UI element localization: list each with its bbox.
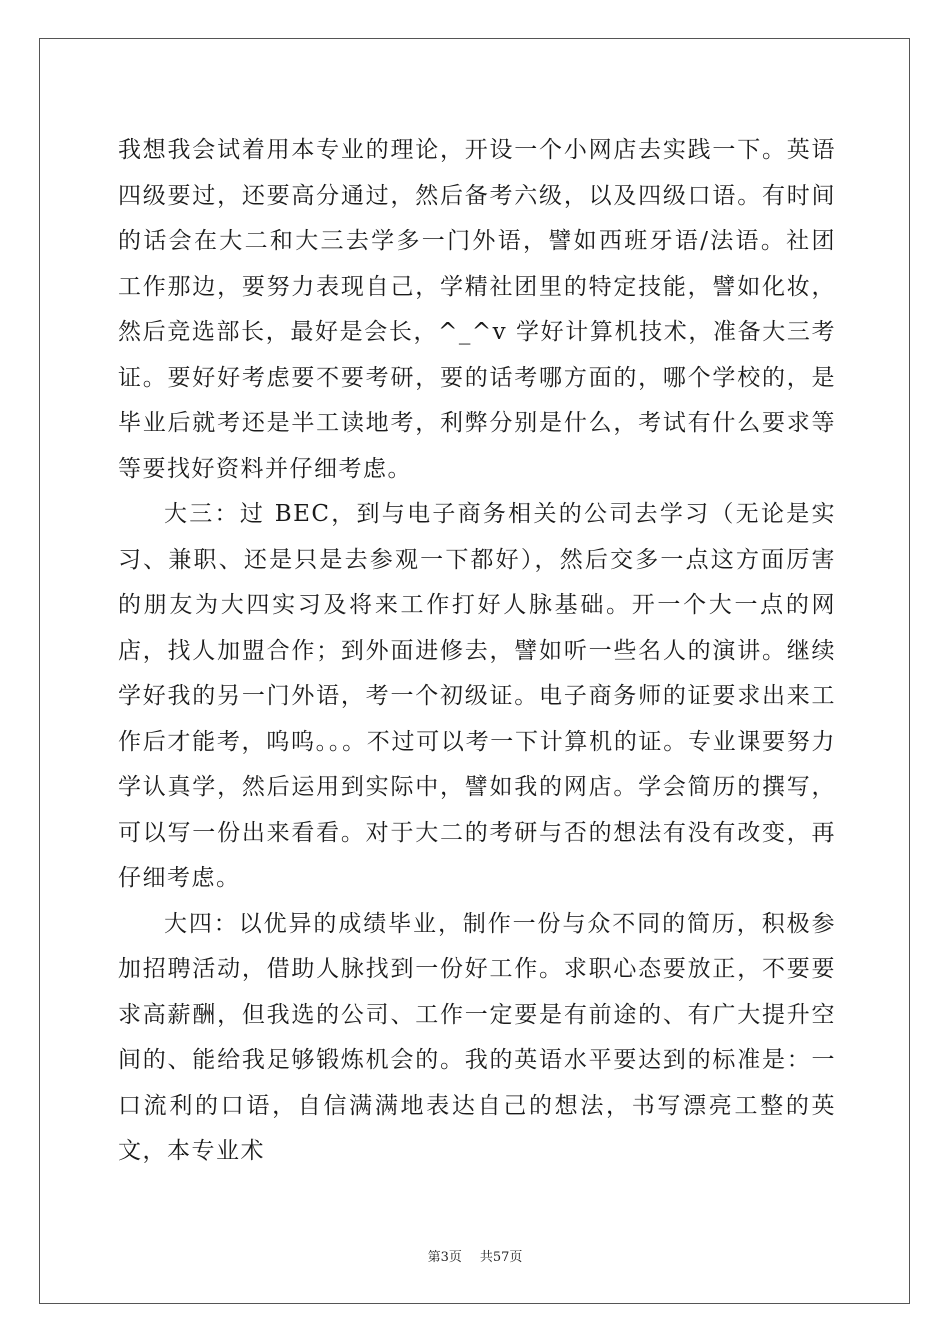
page-footer: [0, 1246, 950, 1265]
page-number: 第3页: [427, 1250, 462, 1265]
paragraph-junior-year: 大三：过 BEC，到与电子商务相关的公司去学习（无论是实习、兼职、还是只是去参观一下都好），然后交多一点这方面厉害的朋友为大四实习及将来工作打好人脉基础。开一个大一点的网店，找人加盟合作；到外面进修去，譬如听一些名人的演讲。继续学好我的另一门外语，考一个初级证。电子商务师的证要求出来工作后才能考，呜呜。。。不过可以考一下计算机的证。专业课要努力学认真学，然后运用到实际中，譬如我的网店。学会简历的撰写，可以写一份出来看看。对于大二的考研与否的想法有没有改变，再仔细考虑。: [118, 501, 836, 891]
page-total: 共57页: [479, 1250, 523, 1265]
paragraph-continued: 我想我会试着用本专业的理论，开设一个小网店去实践一下。英语四级要过，还要高分通过，然后备考六级，以及四级口语。有时间的话会在大二和大三去学多一门外语，譬如西班牙语/法语。社团工作那边，要努力表现自己，学精社团里的特定技能，譬如化妆，然后竞选部长，最好是会长，^_^v 学好计算机技术，准备大三考证。要好好考虑要不要考研，要的话考哪方面的，哪个学校的，是毕业后就考还是半工读地考，利弊分别是什么，考试有什么要求等等要找好资料并仔细考虑。: [118, 137, 836, 482]
document-body: [118, 128, 836, 1175]
paragraph-senior-year: 大四：以优异的成绩毕业，制作一份与众不同的简历，积极参加招聘活动，借助人脉找到一份好工作。求职心态要放正，不要要求高薪酬，但我选的公司、工作一定要是有前途的、有广大提升空间的、能给我足够锻炼机会的。我的英语水平要达到的标准是：一口流利的口语，自信满满地表达自己的想法，书写漂亮工整的英文，本专业术: [118, 910, 836, 1164]
